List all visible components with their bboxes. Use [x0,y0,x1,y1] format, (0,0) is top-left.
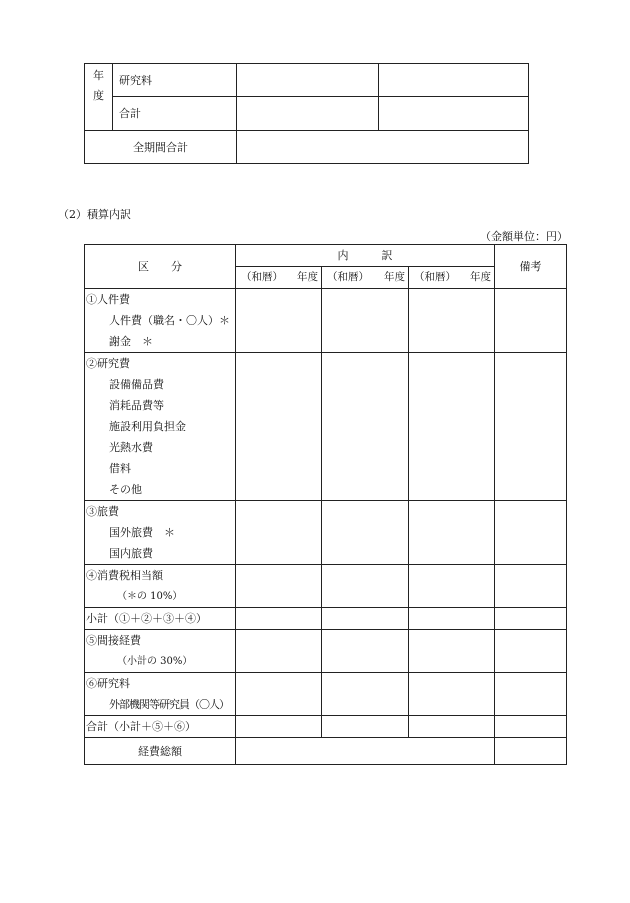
remarks-header: 備考 [495,245,567,289]
group-title: ⑥研究料 [86,677,130,690]
amount-cell[interactable] [322,565,409,608]
remarks-cell[interactable] [495,716,567,738]
tax-group [85,565,236,608]
list-item: 設備備品費 [109,378,164,391]
annual-summary-table [84,63,529,164]
list-item: （＊の 10%） [117,591,183,602]
amount-cell[interactable] [409,565,495,608]
section-title: （2）積算内訳 [58,208,131,221]
remarks-cell[interactable] [495,565,567,608]
amount-cell[interactable] [322,501,409,565]
breakdown-header: 内 訳 [236,245,495,267]
amount-cell[interactable] [236,353,322,501]
era-label: （和暦） [327,271,369,283]
list-item: 国外旅費 ＊ [109,526,175,539]
amount-cell[interactable] [322,673,409,716]
group-title: ⑤間接経費 [86,634,141,647]
personnel-group [85,289,236,353]
research-group [85,353,236,501]
list-item: 消耗品費等 [109,399,164,412]
group-title: ④消費税相当額 [86,569,163,582]
group-title: ③旅費 [86,505,119,518]
cost-breakdown-table [84,244,567,765]
amount-cell[interactable] [236,289,322,353]
amount-cell[interactable] [236,501,322,565]
subtotal-label: 合計 [113,97,237,131]
amount-cell[interactable] [409,353,495,501]
amount-cell[interactable] [322,353,409,501]
year-label: 度 [93,89,104,102]
unit-note: （金額単位：円） [480,230,568,243]
grand-total-label: 経費総額 [85,738,236,765]
research-fee-group [85,673,236,716]
amount-cell[interactable] [236,565,322,608]
amount-cell[interactable] [409,608,495,630]
list-item: 借料 [109,462,131,475]
fiscal-year-label: 年度 [297,271,318,283]
list-item: 人件費（職名・〇人）＊ [109,314,230,327]
remarks-cell[interactable] [495,738,567,765]
amount-cell[interactable] [322,630,409,673]
remarks-cell[interactable] [495,630,567,673]
remarks-cell[interactable] [495,673,567,716]
remarks-cell[interactable] [495,608,567,630]
amount-cell[interactable] [236,630,322,673]
indirect-group [85,630,236,673]
amount-cell[interactable] [322,608,409,630]
year-cell [85,64,113,131]
research-fee-label: 研究料 [113,64,237,97]
group-title: ②研究費 [86,357,130,370]
amount-cell[interactable] [237,97,379,131]
amount-cell[interactable] [409,289,495,353]
total-label: 合計（小計＋⑤＋⑥） [85,716,236,738]
amount-cell[interactable] [409,501,495,565]
amount-cell[interactable] [409,716,495,738]
group-title: ①人件費 [86,293,130,306]
amount-cell[interactable] [237,64,379,97]
category-header: 区 分 [85,245,236,289]
amount-cell[interactable] [409,673,495,716]
amount-cell[interactable] [236,608,322,630]
era-label: （和暦） [414,271,456,283]
grand-total-amount-cell[interactable] [236,738,495,765]
subtotal-label: 小計（①＋②＋③＋④） [85,608,236,630]
amount-cell[interactable] [322,289,409,353]
fiscal-year-label: 年度 [384,271,405,283]
era-label: （和暦） [241,271,283,283]
amount-cell[interactable] [409,630,495,673]
year-column-header [236,267,322,289]
remarks-cell[interactable] [495,289,567,353]
list-item: その他 [109,483,142,496]
list-item: 施設利用負担金 [109,420,186,433]
fiscal-year-label: 年度 [470,271,492,283]
list-item: 外部機関等研究員（〇人） [109,698,229,711]
remarks-cell[interactable] [495,501,567,565]
list-item: 謝金 ＊ [109,335,153,348]
year-column-header [322,267,409,289]
all-period-total-label: 全期間合計 [85,131,237,164]
list-item: 光熱水費 [109,441,153,454]
amount-cell[interactable] [236,716,322,738]
amount-cell[interactable] [237,131,529,164]
amount-cell[interactable] [236,673,322,716]
remarks-cell[interactable] [495,353,567,501]
travel-group [85,501,236,565]
amount-cell[interactable] [379,64,529,97]
amount-cell[interactable] [322,716,409,738]
list-item: （小計の 30%） [117,656,193,667]
amount-cell[interactable] [379,97,529,131]
list-item: 国内旅費 [109,547,153,560]
year-column-header [409,267,495,289]
year-label: 年 [93,69,104,82]
